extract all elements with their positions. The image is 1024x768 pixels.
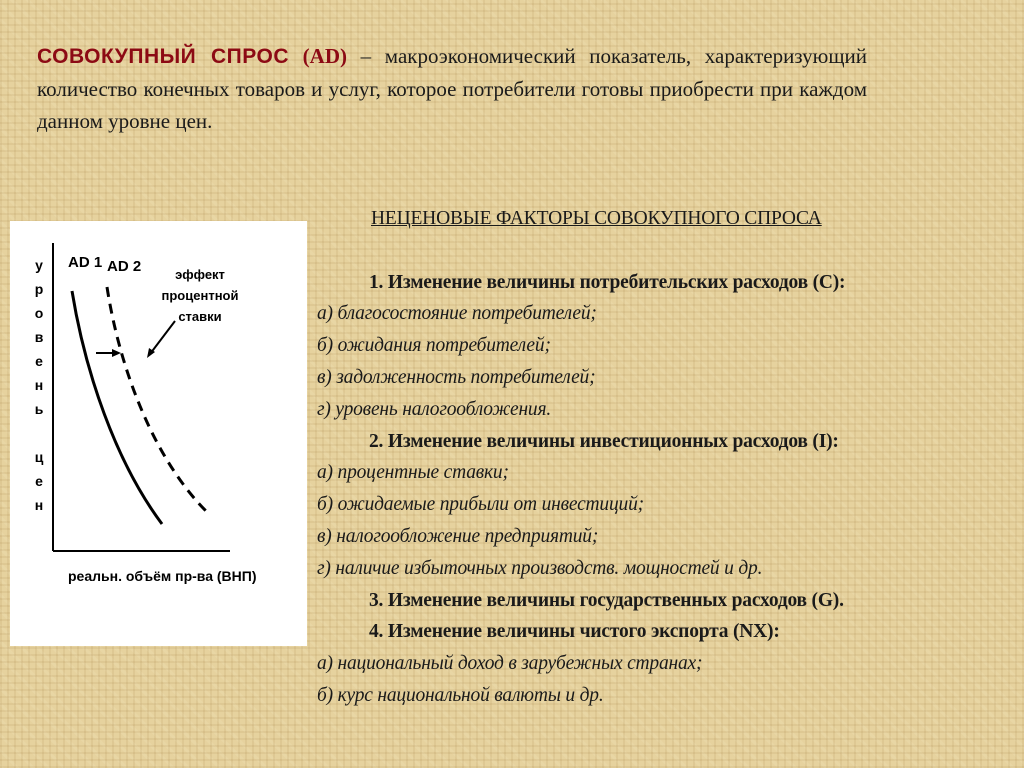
- factor-subitem: а) процентные ставки;: [317, 462, 509, 484]
- definition-term: СОВОКУПНЫЙ СПРОС: [37, 45, 289, 68]
- factor-heading-line: 2. Изменение величины инвестиционных расходов (I):: [369, 430, 839, 452]
- factor-subitem: в) задолженность потребителей;: [317, 366, 596, 388]
- definition-abbr: (AD): [302, 44, 347, 68]
- factor-heading-line: 3. Изменение величины государственных расходов (G).: [369, 589, 844, 611]
- ad1-label: AD 1: [68, 254, 103, 271]
- ad1-curve: [72, 291, 162, 524]
- factor-subitem: в) налогообложение предприятий;: [317, 525, 599, 547]
- x-axis-label: реальн. объём пр-ва (ВНП): [68, 568, 257, 584]
- annotation-pointer: [150, 321, 175, 354]
- shift-arrow-icon: [112, 349, 121, 357]
- definition-dash: –: [360, 44, 372, 68]
- factor-list: [317, 267, 1017, 712]
- factor-subitem: а) благосостояние потребителей;: [317, 303, 597, 325]
- interest-rate-annotation: эффект процентной ставки: [161, 267, 239, 324]
- ad2-label: AD 2: [107, 258, 142, 275]
- factor-heading-line: 1. Изменение величины потребительских расходов (С):: [369, 271, 846, 293]
- factor-subitem: г) наличие избыточных производств. мощностей и др.: [317, 557, 763, 579]
- factor-heading-line: 4. Изменение величины чистого экспорта (NX):: [369, 621, 780, 643]
- factor-subitem: б) курс национальной валюты и др.: [317, 684, 604, 706]
- definition-text: макроэкономический показатель, характеризующий количество конечных товаров и услуг, которое потребители готовы приобрести при каждом данном уровне цен.: [37, 44, 867, 133]
- factors-block: [317, 203, 1017, 712]
- factor-subitem: г) уровень налогообложения.: [317, 398, 552, 420]
- factor-subitem: б) ожидания потребителей;: [317, 335, 551, 357]
- factors-heading: НЕЦЕНОВЫЕ ФАКТОРЫ СОВОКУПНОГО СПРОСА: [371, 208, 822, 229]
- definition-paragraph: [37, 40, 867, 137]
- ad-diagram: [10, 221, 307, 646]
- factor-subitem: а) национальный доход в зарубежных странах;: [317, 653, 703, 675]
- y-axis-label: у р о в е н ь ц е н: [34, 257, 44, 513]
- factor-subitem: б) ожидаемые прибыли от инвестиций;: [317, 494, 644, 516]
- ad-diagram-panel: [10, 221, 307, 646]
